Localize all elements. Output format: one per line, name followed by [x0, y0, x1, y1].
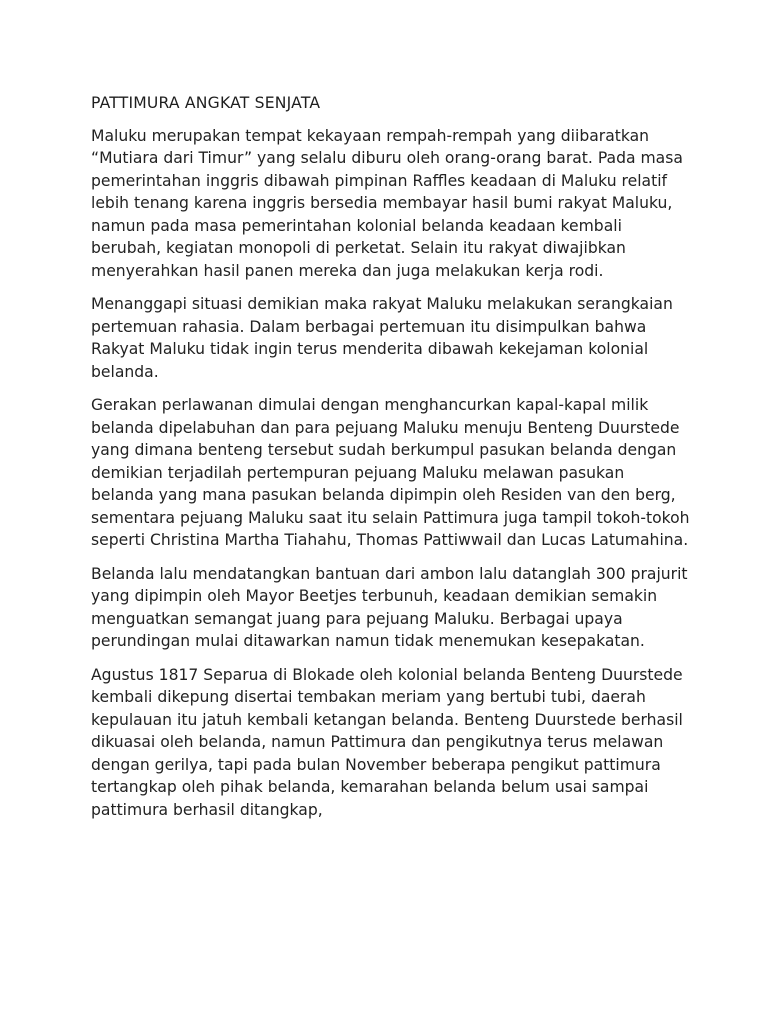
document-page — [91, 92, 691, 832]
paragraph-3: Gerakan perlawanan dimulai dengan menghancurkan kapal-kapal milik belanda dipelabuhan dan para pejuang Maluku menuju Benteng Duurstede yang dimana benteng tersebut sudah berkumpul pasukan belanda dengan demikian terjadilah pertempuran pejuang Maluku melawan pasukan belanda yang mana pasukan belanda dipimpin oleh Residen van den berg, sementara pejuang Maluku saat itu selain Pattimura juga tampil tokoh-tokoh seperti Christina Martha Tiahahu, Thomas Pattiwwail dan Lucas Latumahina. — [91, 396, 690, 549]
paragraph-4: Belanda lalu mendatangkan bantuan dari ambon lalu datanglah 300 prajurit yang dipimpin oleh Mayor Beetjes terbunuh, keadaan demikian semakin menguatkan semangat juang para pejuang Maluku. Berbagai upaya perundingan mulai ditawarkan namun tidak menemukan kesepakatan. — [91, 564, 688, 650]
document-title: PATTIMURA ANGKAT SENJATA — [91, 94, 321, 112]
paragraph-5: Agustus 1817 Separua di Blokade oleh kolonial belanda Benteng Duurstede kembali dikepung disertai tembakan meriam yang bertubi tubi, daerah kepulauan itu jatuh kembali ketangan belanda. Benteng Duurstede berhasil dikuasai oleh belanda, namun Pattimura dan pengikutnya terus melawan dengan gerilya, tapi pada bulan November beberapa pengikut pattimura tertangkap oleh pihak belanda, kemarahan belanda belum usai sampai pattimura berhasil ditangkap, — [91, 665, 683, 819]
paragraph-1: Maluku merupakan tempat kekayaan rempah-rempah yang diibaratkan “Mutiara dari Timur” yang selalu diburu oleh orang-orang barat. Pada masa pemerintahan inggris dibawah pimpinan Raffles keadaan di Maluku relatif lebih tenang karena inggris bersedia membayar hasil bumi rakyat Maluku, namun pada masa pemerintahan kolonial belanda keadaan kembali berubah, kegiatan monopoli di perketat. Selain itu rakyat diwajibkan menyerahkan hasil panen mereka dan juga melakukan kerja rodi. — [91, 126, 683, 280]
paragraph-2: Menanggapi situasi demikian maka rakyat Maluku melakukan serangkaian pertemuan rahasia. Dalam berbagai pertemuan itu disimpulkan bahwa Rakyat Maluku tidak ingin terus menderita dibawah kekejaman kolonial belanda. — [91, 295, 673, 381]
